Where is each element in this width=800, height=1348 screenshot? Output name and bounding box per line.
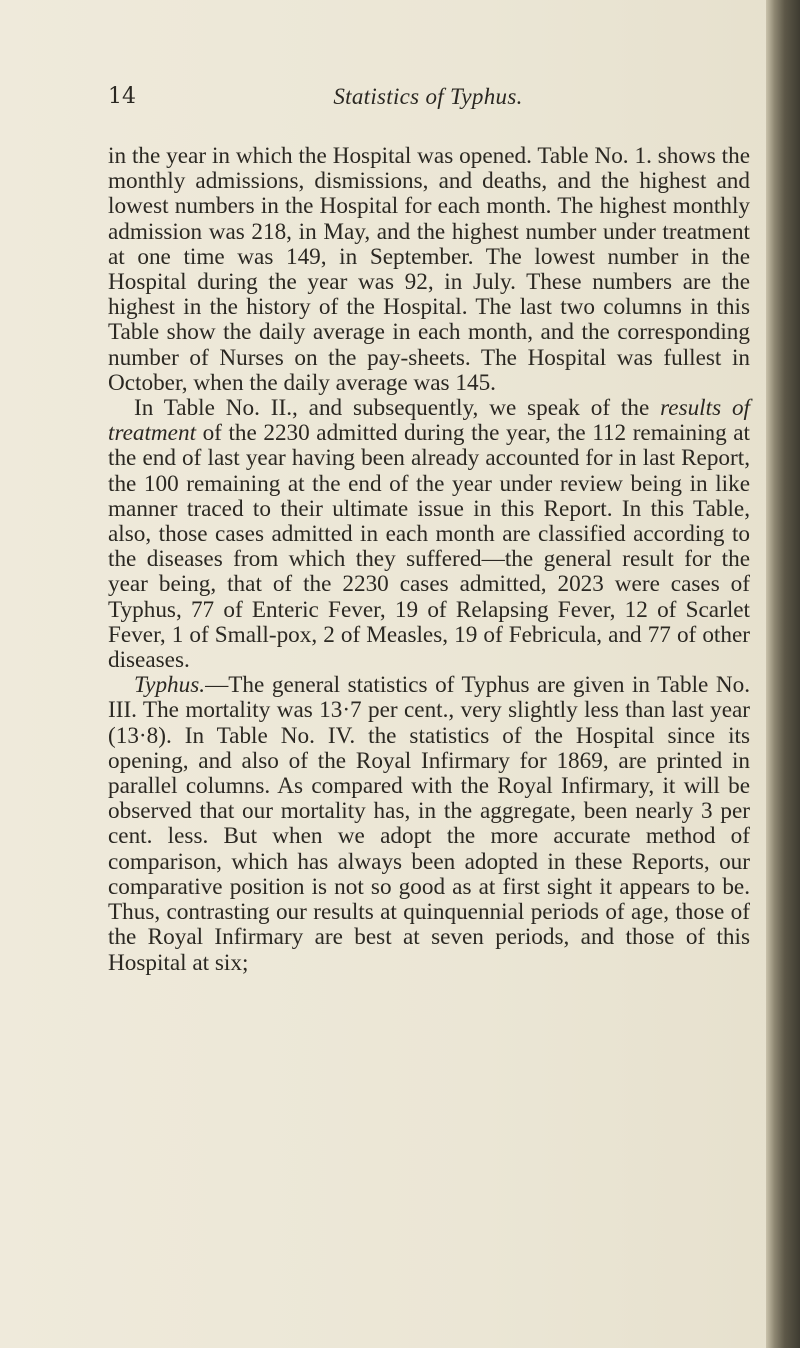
body-text — [108, 144, 750, 976]
paragraph-2-text-b: of the 2230 admitted during the year, the 112 remaining at the end of last year having been already accounted for in last Report, the 100 remaining at the end of the year under review being in like manner traced to their ultimate issue in this Report. In this Table, also, those cases admitted in each month are classified according to the diseases from which they suffered—the general result for the year being, that of the 2230 cases admitted, 2023 were cases of Typhus, 77 of Enteric Fever, 19 of Relapsing Fever, 12 of Scarlet Fever, 1 of Small-pox, 2 of Measles, 19 of Febricula, and 77 of other diseases. — [108, 420, 750, 674]
paragraph-3 — [108, 673, 750, 975]
page-edge-shadow — [766, 0, 800, 1348]
paragraph-2-italic-phrase: results of treatment — [108, 395, 750, 447]
page-number: 14 — [108, 84, 136, 109]
paragraph-2 — [108, 396, 750, 673]
page-header — [108, 84, 748, 118]
paragraph-3-heading: Typhus. — [134, 672, 206, 699]
paragraph-2-text-a: In Table No. II., and subsequently, we speak of the — [134, 395, 661, 422]
paragraph-3-text: —The general statistics of Typhus are given in Table No. III. The mortality was 13·7 per cent., very slightly less than last year (13·8). In Table No. IV. the statistics of the Hospital since its opening, and also of the Royal Infirmary for 1869, are printed in parallel columns. As compared with the Royal Infirmary, it will be observed that our mortality has, in the aggregate, been nearly 3 per cent. less. But when we adopt the more accurate method of comparison, which has always been adopted in these Reports, our comparative position is not so good as at first sight it appears to be. Thus, contrasting our results at quinquennial periods of age, those of the Royal Infirmary are best at seven periods, and those of this Hospital at six; — [108, 672, 750, 976]
paragraph-1-text: in the year in which the Hospital was opened. Table No. 1. shows the monthly admissions, dismissions, and deaths, and the highest and lowest numbers in the Hospital for each month. The highest monthly admission was 218, in May, and the highest number under treatment at one time was 149, in September. The lowest number in the Hospital during the year was 92, in July. These numbers are the highest in the history of the Hospital. The last two columns in this Table show the daily average in each month, and the corresponding number of Nurses on the pay-sheets. The Hospital was fullest in October, when the daily average was 145. — [108, 143, 750, 396]
paragraph-1 — [108, 144, 750, 396]
running-title: Statistics of Typhus. — [333, 84, 523, 109]
